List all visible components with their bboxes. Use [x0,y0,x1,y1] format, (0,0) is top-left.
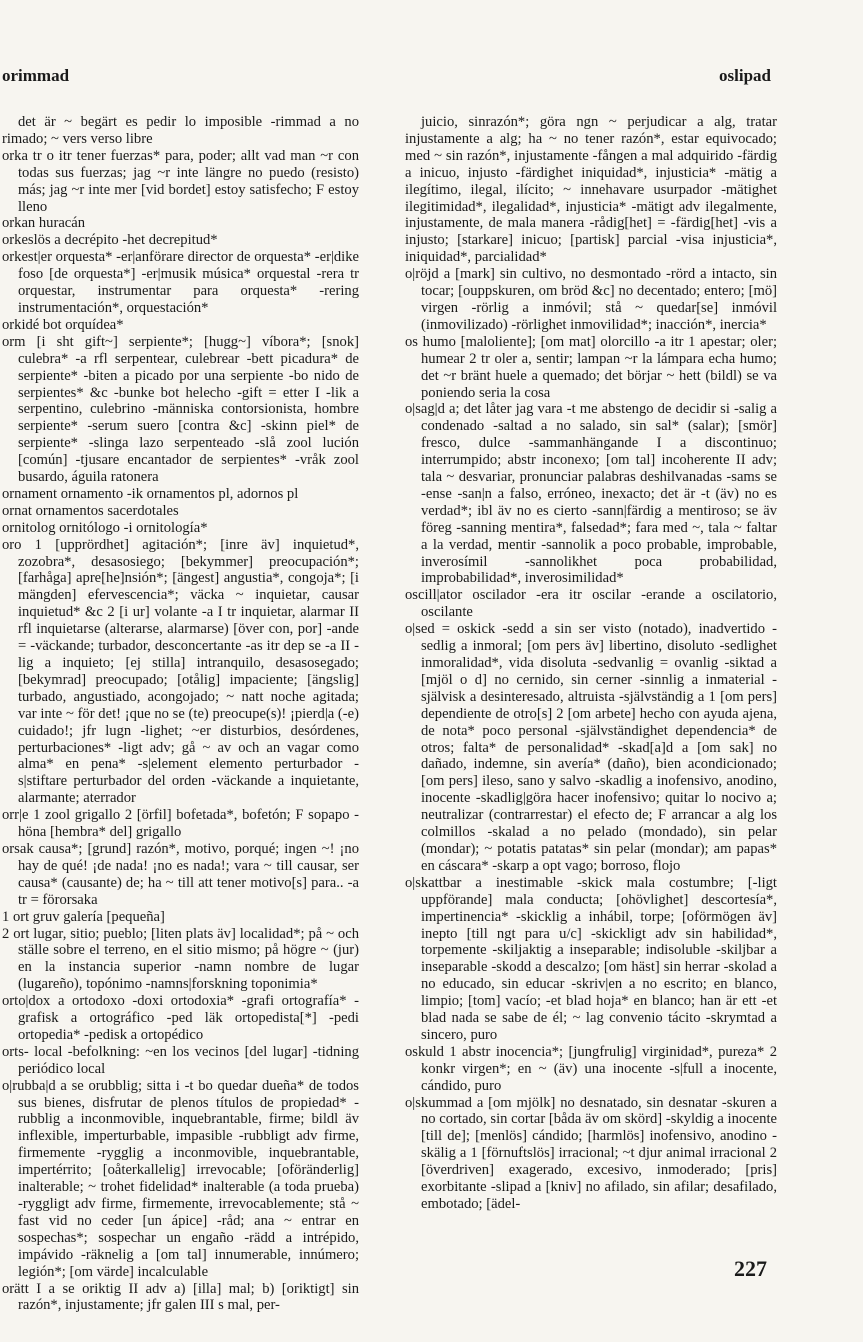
dictionary-entry: orkest|er orquesta* -er|anförare director de orquesta* -er|dike foso [de orquesta*] -er|musik música* orquestal -rera tr orquestar, instrumentar para orquesta* -rering instrumentación*, orquestación* [2,249,359,316]
left-column [2,114,359,1314]
dictionary-entry: o|rubba|d a se orubblig; sitta i -t bo quedar dueña* de todos sus bienes, disfrutar de plenos títulos de propiedad* -rubblig a inconmovible, inquebrantable, firme; bildl äv inflexible, imperturbable, impasible -rubbligt adv firme, firmemente -rygglig a inconmovible, inquebrantable, impertérrito; [oåterkallelig] irrevocable; [oföränderlig] inalterable; ~ trohet fidelidad* inalterable (a toda prueba) -ryggligt adv firme, firmemente, irrevocablemente; stå ~ fast vid no ceder [un ápice] -råd; ana ~ entrar en sospechas*; sospechar un engaño -rädd a intrépido, impávido -räknelig a [om tal] innumerable, innúmero; legión*; [om värde] incalculable [2,1077,359,1280]
page-number: 227 [734,1256,767,1281]
dictionary-entry: juicio, sinrazón*; göra ngn ~ perjudicar a alg, tratar injustamente a alg; ha ~ no tener razón*, estar equivocado; med ~ sin razón*, injustamente -fången a mal adquirido -färdig a inicuo, injusto -färdighet iniquidad*, injusticia* -mätig a ilegítimo, ilegal, ilícito; ~ innehavare usurpador -mätighet ilegitimidad*, ilegalidad*, injusticia* -mätigt adv ilegalmente, injustamente, de mala manera -rådig[het] = -färdig[het] -vis a injusto; [starkare] inicuo; [partisk] parcial -visa injusticia*, iniquidad*, parcialidad* [405,114,777,266]
dictionary-entry: orkidé bot orquídea* [2,316,124,333]
dictionary-entry: o|sed = oskick -sedd a sin ser visto (notado), inadvertido -sedlig a inmoral; [om pers äv] libertino, disoluto -sedlighet inmoralidad*, vida disoluta -sedvanlig = ovanlig -siktad a [mjöl o d] no cernido, sin cerner -sinnlig a inmaterial -självisk a desinteresado, altruista -självständig a 1 [om pers] dependiente de otro[s] 2 [om arbete] hecho con ayuda ajena, de nota* poco personal -självständighet dependencia* de otros; falta* de personalidad* -skad[a]d a [om sak] no dañado, indemne, sin avería* (daño), bien acondicionado; [om pers] ileso, sano y salvo -skadlig a inofensivo, anodino, inocente -skadlig|göra hacer inofensivo; quitar lo nocivo a; neutralizar (contrarrestar) el efecto de; F arrancar a alg los colmillos -skalad a no pelado (mondado), sin pelar (mondar); ~ potatis patatas* sin pelar (mondar); am papas* en cáscara* -skarp a opt vago; borroso, flojo [405,621,777,874]
running-head-right: oslipad [719,66,771,85]
dictionary-entry: det är ~ begärt es pedir lo imposible -rimmad a no rimado; ~ vers verso libre [2,114,359,147]
dictionary-entry: orkeslös a decrépito -het decrepitud* [2,232,218,249]
dictionary-entry: ornat ornamentos sacerdotales [2,502,179,519]
dictionary-entry: orsak causa*; [grund] razón*, motivo, porqué; ingen ~! ¡no hay de qué! ¡de nada! ¡no es nada!; vara ~ till causar, ser causa* (causante) de; ha ~ till att tener motivo[s] para.. -a tr = förorsaka [2,840,359,908]
dictionary-entry: ornament ornamento -ik ornamentos pl, adornos pl [2,485,299,502]
dictionary-entry: 2 ort lugar, sitio; pueblo; [liten plats äv] localidad*; på ~ och ställe sobre el terreno, en el sitio mismo; på högre ~ (jur) en la instancia superior -namn nombre de lugar (lugareño), topónimo -namns|forskning toponimia* [2,925,359,993]
dictionary-entry: 1 ort gruv galería [pequeña] [2,908,165,925]
dictionary-entry: o|röjd a [mark] sin cultivo, no desmontado -rörd a intacto, sin tocar; [ouppskuren, om bröd &c] no decentado; entero; [mö] virgen -rörlig a inmóvil; stå ~ quedar[se] inmóvil (inmovilizado) -rörlighet inmovilidad*; inacción*, inercia* [405,266,777,333]
dictionary-entry: orätt I a se oriktig II adv a) [illa] mal; b) [oriktigt] sin razón*, injustamente; jfr galen III s mal, per- [2,1280,359,1314]
dictionary-entry: orto|dox a ortodoxo -doxi ortodoxia* -grafi ortografía* -grafisk a ortográfico -ped läk ortopedista[*] -pedi ortopedia* -pedisk a ortopédico [2,993,359,1043]
dictionary-entry: os humo [maloliente]; [om mat] olorcillo -a itr 1 apestar; oler; humear 2 tr oler a, sentir; lampan ~r la lámpara echa humo; det ~r bränt huele a quemado; det börjar ~ hett (bildl) se va poniendo seria la cosa [405,333,777,401]
dictionary-entry: orm [i sht gift~] serpiente*; [hugg~] víbora*; [snok] culebra* -a rfl serpentear, culebrear -bett picadura* de serpiente* -biten a picado por una serpiente -bo nido de serpientes* &c -bunke bot helecho -gift = etter I -lik a serpentino, culebrino -människa contorsionista, hombre serpiente* -serum suero [contra &c] -skinn piel* de serpiente* -slinga lazo serpenteado -slå zool lución [común] -tjusare encantador de serpientes* -vråk zool busardo, águila ratonera [2,333,359,486]
running-head-left: orimmad [2,66,70,85]
dictionary-entry: orr|e 1 zool grigallo 2 [örfil] bofetada*, bofetón; F sopapo -höna [hembra* del] grigallo [2,807,359,841]
dictionary-entry: orka tr o itr tener fuerzas* para, poder; allt vad man ~r con todas sus fuerzas; jag ~r inte längre no puedo (resisto) más; jag ~r inte mer [vid bordet] estoy satisfecho; F estoy lleno [2,147,359,215]
dictionary-entry: oskuld 1 abstr inocencia*; [jungfrulig] virginidad*, pureza* 2 konkr virgen*; en ~ (äv) una inocente -s|full a inocente, cándido, puro [405,1043,777,1094]
right-column [405,114,777,1213]
dictionary-entry: ornitolog ornitólogo -i ornitología* [2,519,208,536]
dictionary-entry: oro 1 [upprördhet] agitación*; [inre äv] inquietud*, zozobra*, desasosiego; [bekymmer] preocupación*; [farhåga] apre[he]nsión*; [ängest] angustia*, congoja*; [i mängden] efervescencia*; väcka ~ inquietar, causar inquietud* &c 2 [i ur] volante -a I tr inquietar, alarmar II rfl inquietarse (alterarse, alarmarse) [över con, por] -ande = -väckande; turbador, desconcertante -as itr dep se -a II -lig a inquieto; [ej stilla] intranquilo, desasosegado; [bekymrad] preocupado; [otålig] impaciente; [ängslig] turbado, angustiado, acongojado; ~ natt noche agitada; var inte ~ för det! ¡que no se (te) preocupe(s)! ¡pierd|a (-e) cuidado!; jfr lugn -lighet; ~er disturbios, desórdenes, perturbaciones* -ligt adv; gå ~ av och an vagar como alma* en pena* -s|element elemento perturbador -s|stiftare perturbador del orden -väckande a inquietante, alarmante; aterrador [2,536,359,807]
dictionary-entry: o|skattbar a inestimable -skick mala costumbre; [-ligt uppförande] mala conducta; [ohövlighet] descortesía*, impertinencia* -skicklig a inhábil, torpe; [oförmögen äv] inepto [till ngt para u/c] -skickligt adv sin habilidad*, torpemente -skiljaktig a inseparable; indisoluble -skiljbar a inseparable -skodd a descalzo; [om häst] sin herrar -skolad a no educado, sin educar -skriv|en a no escrito; en blanco, limpio; [tom] vacío; -et blad hoja* en blanco; han är ett -et blad nada se sabe de él; ~ lag convenio tácito -skrymtad a sincero, puro [405,874,777,1043]
dictionary-entry: o|skummad a [om mjölk] no desnatado, sin desnatar -skuren a no cortado, sin cortar [båda äv om skörd] -skyldig a inocente [till de]; [menlös] cándido; [harmlös] inofensivo, anodino -skälig a 1 [förnuftslös] irracional; ~t djur animal irracional 2 [överdriven] exagerado, excesivo, inmoderado; [pris] exorbitante -slipad a [kniv] no afilado, sin afilar; desafilado, embotado; [ädel- [405,1094,777,1212]
dictionary-entry: o|sag|d a; det låter jag vara -t me abstengo de decidir si -salig a condenado -saltad a no salado, sin sal* (salar); [smör] fresco, dulce -sammanhängande I a discontinuo; interrumpido; abstr inconexo; [om tal] incoherente II adv; tala ~ desvariar, pronunciar palabras deshilvanadas -sams se -ense -san|n a falso, erróneo, inexacto; det är -t (äv) no es verdad*; ibl äv no es cierto -sann|färdig a mentiroso; se äv föreg -sanning mentira*, falsedad*; fara med ~, tala ~ faltar a la verdad, mentir -sannolik a poco probable, improbable, inverosímil -sannolikhet poca probabilidad, improbabilidad*, inverosimilidad* [405,401,777,587]
dictionary-entry: orkan huracán [2,215,86,232]
dictionary-entry: oscill|ator oscilador -era itr oscilar -erande a oscilatorio, oscilante [405,587,777,621]
dictionary-entry: orts- local -befolkning: ~en los vecinos [del lugar] -tidning periódico local [2,1043,359,1077]
